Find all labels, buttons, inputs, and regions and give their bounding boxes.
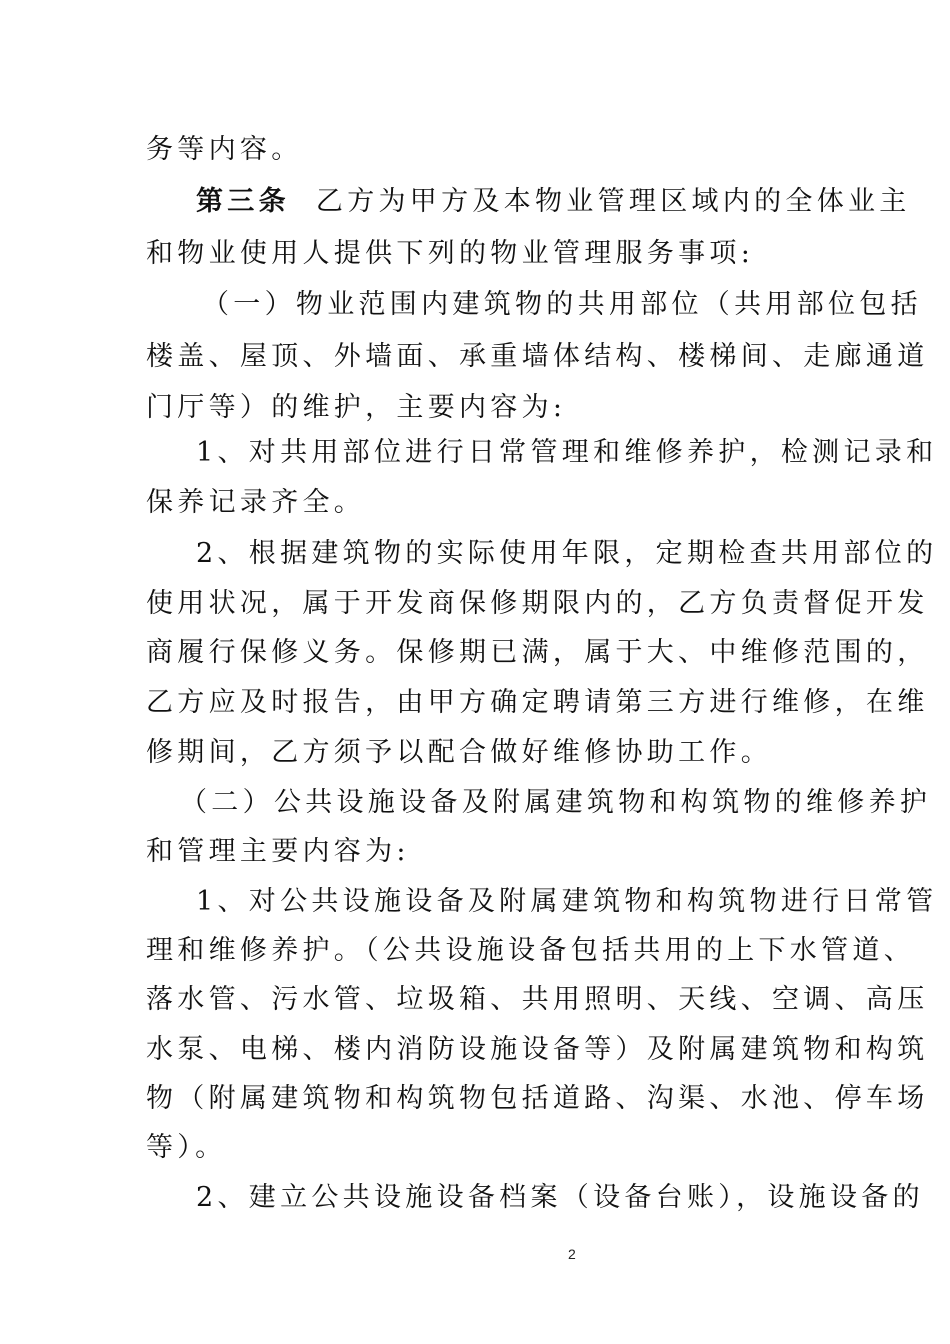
text-line: 商履行保修义务。保修期已满，属于大、中维修范围的，	[146, 637, 929, 668]
text-line: 水泵、电梯、楼内消防设施设备等）及附属建筑物和构筑	[146, 1034, 929, 1065]
text-line: 和物业使用人提供下列的物业管理服务事项:	[146, 238, 755, 269]
text-line: 乙方为甲方及本物业管理区域内的全体业主	[315, 186, 911, 217]
article-paragraph	[196, 184, 911, 220]
text-line: 等）。	[146, 1132, 227, 1163]
text-line: 乙方应及时报告，由甲方确定聘请第三方进行维修，在维	[146, 687, 929, 718]
text-line: 物（附属建筑物和构筑物包括道路、沟渠、水池、停车场	[146, 1083, 929, 1114]
article-heading: 第三条	[196, 186, 290, 217]
text-line: 理和维修养护。（公共设施设备包括共用的上下水管道、	[146, 935, 915, 966]
text-line: 2、建立公共设施设备档案（设备台账），设施设备的	[196, 1182, 924, 1213]
text-line: 和管理主要内容为:	[146, 836, 410, 867]
text-line: （二）公共设施设备及附属建筑物和构筑物的维修养护	[180, 787, 932, 818]
text-line: 保养记录齐全。	[146, 487, 366, 518]
text-line: 楼盖、屋顶、外墙面、承重墙体结构、楼梯间、走廊通道	[146, 341, 929, 372]
page-number: 2	[568, 1246, 576, 1262]
text-line: 1、对共用部位进行日常管理和维修养护，检测记录和	[196, 437, 938, 468]
text-line: 2、根据建筑物的实际使用年限，定期检查共用部位的	[196, 538, 938, 569]
text-line: 务等内容。	[146, 134, 303, 165]
text-line: 修期间，乙方须予以配合做好维修协助工作。	[146, 737, 772, 768]
text-line: 1、对公共设施设备及附属建筑物和构筑物进行日常管	[196, 886, 938, 917]
text-line: 使用状况，属于开发商保修期限内的，乙方负责督促开发	[146, 588, 929, 619]
text-line: 门厅等）的维护，主要内容为:	[146, 392, 567, 423]
text-line: 落水管、污水管、垃圾箱、共用照明、天线、空调、高压	[146, 984, 929, 1015]
text-line: （一）物业范围内建筑物的共用部位（共用部位包括	[202, 289, 922, 320]
